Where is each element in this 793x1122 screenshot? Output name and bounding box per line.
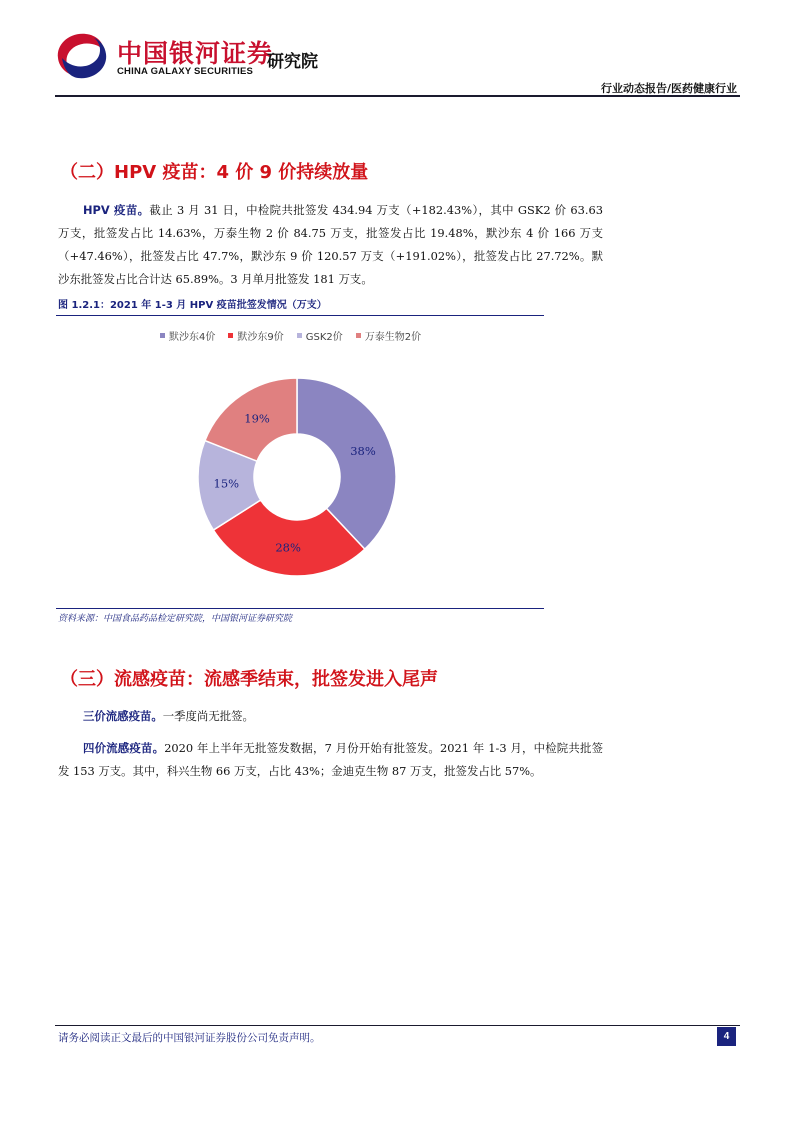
legend-label: 默沙东9价	[237, 332, 284, 343]
slice-label: 38%	[350, 443, 376, 458]
section-heading-hpv: （二）HPV 疫苗：4 价 9 价持续放量	[60, 162, 369, 183]
paragraph-lead: 四价流感疫苗。	[83, 741, 165, 755]
paragraph-lead: HPV 疫苗。	[83, 203, 150, 217]
report-type: 行业动态报告/医药健康行业	[600, 82, 737, 95]
page-number: 4	[717, 1027, 736, 1046]
figure-top-rule	[56, 315, 544, 316]
figure-bottom-rule	[56, 608, 544, 609]
figure-source: 资料来源：中国食品药品检定研究院，中国银河证券研究院	[58, 614, 293, 624]
hpv-donut-chart	[190, 370, 410, 590]
paragraph-body: 截止 3 月 31 日，中检院共批签发 434.94 万支（+182.43%），其中 GSK2 价 63.63 万支，批签发占比 14.63%，万泰生物 2 价 84.75 万支，批签发占比 19.48%，默沙东 4 价 166 万支（+47.46%），批签发占比 47.7%，默沙东 9 价 120.57 万支（+191.02%），批签发占比 27.72%。默沙东批签发占比合计达 65.89%。3 月单月批签发 181 万支。	[58, 203, 603, 286]
paragraph-quadrivalent	[58, 737, 603, 783]
legend-label: 默沙东4价	[169, 332, 216, 343]
paragraph-trivalent	[58, 705, 603, 728]
slice-label: 19%	[244, 411, 270, 426]
figure-title: 图 1.2.1：2021 年 1-3 月 HPV 疫苗批签发情况（万支）	[58, 300, 327, 311]
legend-item	[228, 328, 283, 343]
paragraph-hpv	[58, 199, 603, 291]
header-divider	[55, 95, 740, 97]
legend-item	[160, 328, 215, 343]
disclaimer-note: 请务必阅读正文最后的中国银河证券股份公司免责声明。	[58, 1032, 321, 1044]
slice-label: 28%	[275, 540, 301, 555]
paragraph-lead: 三价流感疫苗。	[83, 709, 163, 723]
chart-legend	[160, 328, 421, 343]
footer-divider	[55, 1025, 740, 1026]
brand-name-en: CHINA GALAXY SECURITIES	[117, 66, 254, 77]
galaxy-logo-icon	[52, 30, 112, 82]
legend-item	[297, 328, 343, 343]
legend-label: GSK2价	[305, 332, 343, 343]
legend-swatch	[160, 333, 165, 338]
legend-item	[356, 328, 421, 343]
legend-label: 万泰生物2价	[364, 332, 422, 343]
section-heading-flu: （三）流感疫苗：流感季结束，批签发进入尾声	[60, 669, 438, 690]
legend-swatch	[356, 333, 361, 338]
slice-label: 15%	[213, 476, 240, 491]
legend-swatch	[297, 333, 302, 338]
paragraph-body: 一季度尚无批签。	[162, 709, 254, 723]
brand-name-cn: 中国银河证券	[117, 39, 274, 68]
legend-swatch	[228, 333, 233, 338]
paragraph-body: 2020 年上半年无批签发数据，7 月份开始有批签发。2021 年 1-3 月，中检院共批签发 153 万支。其中，科兴生物 66 万支，占比 43%；金迪克生物 87 万支，批签发占比 57%。	[58, 741, 603, 778]
brand-institute: 研究院	[267, 52, 318, 72]
